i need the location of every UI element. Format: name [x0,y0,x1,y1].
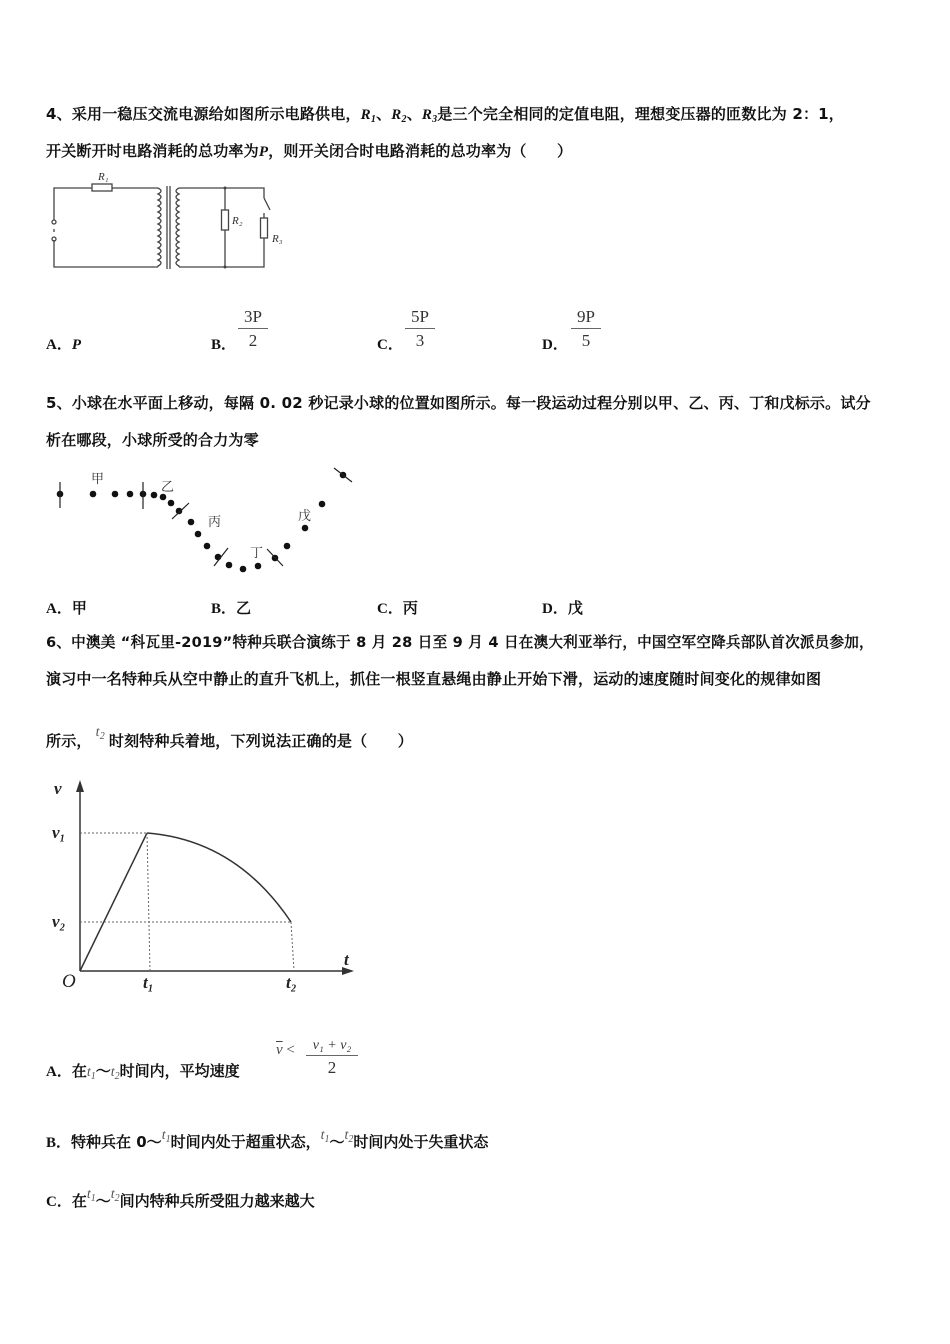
svg-text:t₂: t₂ [286,973,297,992]
q6-option-a-fraction: v₁ + v₂ 2 [306,1038,358,1078]
t2-symbol: $t_2$ [344,1128,354,1145]
svg-text:戊: 戊 [298,508,312,523]
switch [264,198,270,210]
option-value: P [71,337,82,353]
velocity-time-graph [46,772,366,997]
q6-text: 时刻特种兵着地，下列说法正确的是（ ） [108,732,413,750]
transformer-circuit-diagram [46,170,296,275]
acceleration-segment [80,833,147,971]
svg-text:R₁: R₁ [98,171,109,183]
deceleration-curve [147,833,291,922]
q5-option-d[interactable] [542,597,583,618]
tilde: ～ [95,1062,111,1080]
q5-stem-line1: 5、小球在水平面上移动，每隔 0. 02 秒记录小球的位置如图所示。每一段运动过程分别以甲、乙、丙、丁和戊标示。试分 [46,394,871,412]
option-label: B． [46,1135,72,1151]
t1-symbol: $t_1$ [161,1128,171,1145]
svg-text:R₃: R₃ [272,233,283,245]
t1-symbol: $t_1$ [320,1128,330,1145]
q4-option-b[interactable] [211,333,236,354]
r2-resistor [222,210,229,230]
svg-text:丁: 丁 [250,545,264,560]
q4-stem-line1 [46,103,844,125]
svg-text:R₂: R₂ [232,215,243,227]
option-label: C． [46,1194,72,1210]
q4-option-d-fraction: $\frac{9P}{5}$ [571,307,601,351]
option-text: 在 [71,1062,87,1080]
q5-option-c[interactable] [377,597,418,618]
option-text: 时间内，平均速度 [119,1062,240,1080]
svg-text:甲: 甲 [91,471,105,486]
svg-text:v: v [54,779,62,798]
q4-option-d[interactable] [542,333,568,354]
t2-symbol: $t_2$ [95,725,105,742]
svg-text:乙: 乙 [161,479,175,494]
average-velocity-inequality: $\overline{v}$ < [276,1042,295,1058]
option-label: A． [46,1064,72,1080]
option-text: 特种兵在 0～ [71,1133,162,1151]
q5-option-b[interactable] [211,597,251,618]
separator: 、 [406,105,422,123]
t2-symbol: $t_2$ [110,1187,120,1204]
svg-text:O: O [62,971,76,992]
svg-text:t₁: t₁ [143,973,154,992]
separator: 、 [376,105,392,123]
option-label: C． [377,337,403,353]
ball-trajectory-diagram [46,460,366,580]
option-label: A． [46,601,72,617]
svg-text:t: t [344,950,349,969]
svg-text:v₁: v₁ [52,823,66,842]
t2-symbol: $t_2$ [110,1065,120,1082]
option-label: B． [211,337,237,353]
option-label: A． [46,337,72,353]
q4-option-c-fraction: $\frac{5P}{3}$ [405,307,435,351]
q6-stem-line1: 6、中澳美 “科瓦里-2019”特种兵联合演练于 8 月 28 日至 9 月 4 日在澳大利亚举行，中国空军空降兵部队首次派员参加， [46,634,874,651]
q6-option-b[interactable] [46,1128,489,1153]
q6-stem-line3 [46,725,413,752]
power-symbol: P [258,144,269,160]
option-label: D． [542,601,568,617]
r3-resistor [261,218,268,238]
option-label: B． [211,601,237,617]
q6-text: 所示， [46,732,92,750]
q4-text: 是三个完全相同的定值电阻，理想变压器的匝数比为 2：1， [437,105,845,123]
option-label: C． [377,601,403,617]
q4-text: 4、采用一稳压交流电源给如图所示电路供电， [46,105,361,123]
svg-text:丙: 丙 [208,514,222,529]
option-value: 戊 [567,599,583,617]
t1-symbol: $t_1$ [86,1187,96,1204]
q6-option-a[interactable] [46,1060,240,1082]
r1-resistor [92,184,112,191]
q6-option-c[interactable] [46,1187,315,1212]
tilde: ～ [329,1133,345,1151]
t1-symbol: $t_1$ [86,1065,96,1082]
option-text: 在 [71,1192,87,1210]
q4-stem-line2 [46,140,572,161]
q5-option-a[interactable] [46,597,87,618]
option-text: 时间内处于失重状态 [353,1133,489,1151]
q4-option-b-fraction: $\frac{3P}{2}$ [238,307,268,351]
tilde: ～ [95,1192,111,1210]
r2-symbol: $R_2$ [391,107,407,125]
option-text: 间内特种兵所受阻力越来越大 [119,1192,315,1210]
option-value: 乙 [236,599,252,617]
q4-option-c[interactable] [377,333,403,354]
r1-symbol: $R_1$ [360,107,377,125]
option-value: 甲 [71,599,87,617]
q4-option-a[interactable] [46,333,81,354]
q4-text: ，则开关闭合时电路消耗的总功率为（ ） [268,142,573,160]
q6-stem-line2: 演习中一名特种兵从空中静止的直升飞机上，抓住一根竖直悬绳由静止开始下滑，运动的速度随时间变化的规律如图 [46,670,822,688]
q4-text: 开关断开时电路消耗的总功率为 [46,142,259,160]
option-label: D． [542,337,568,353]
q5-stem-line2: 析在哪段，小球所受的合力为零 [46,431,259,449]
svg-text:v₂: v₂ [52,912,66,931]
r3-symbol: $R_3$ [421,107,438,125]
option-value: 丙 [402,599,418,617]
option-text: 时间内处于超重状态， [170,1133,321,1151]
